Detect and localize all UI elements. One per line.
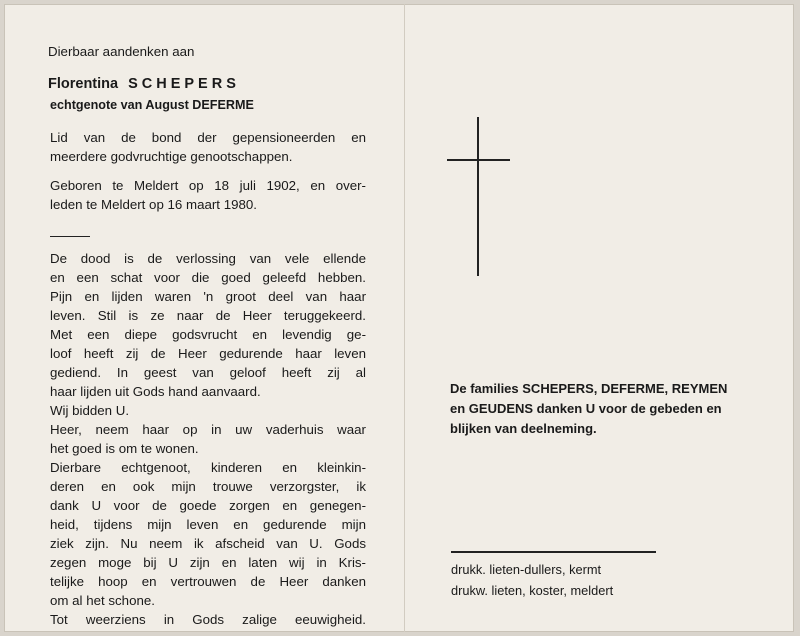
memorial-line: ziek zijn. Nu neem ik afscheid van U. Gods (50, 536, 366, 551)
thanks-text (450, 379, 763, 439)
memorial-line: loof heeft zij de Heer gedurende haar leven (50, 346, 366, 361)
memorial-line: heid, tijdens mijn leven en gedurende mijn (50, 517, 366, 532)
memorial-card (4, 4, 794, 632)
memorial-line: het goed is om te wonen. (50, 441, 199, 456)
memorial-line: zegen moge bij U zijn en laten wij in Kris- (50, 555, 366, 570)
memorial-line: haar lijden uit Gods hand aanvaard. (50, 384, 261, 399)
memorial-text (46, 249, 366, 629)
intro-text: Dierbaar aandenken aan (48, 44, 195, 59)
memorial-line: gediend. In geest van geloof heeft zij al (50, 365, 366, 380)
membership-line: Lid van de bond der gepensioneerden en (50, 130, 366, 145)
cross-icon (477, 117, 479, 276)
thanks-line: De families SCHEPERS, DEFERME, REYMEN (450, 381, 728, 396)
deceased-name (48, 75, 366, 94)
thanks-line: blijken van deelneming. (450, 421, 597, 436)
card-fold-line (404, 4, 405, 632)
divider (50, 236, 90, 237)
memorial-line: Met een diepe godsvrucht en levendig ge- (50, 327, 366, 342)
memorial-line: telijke hoop en vertrouwen de Heer danken (50, 574, 366, 589)
membership-line: meerdere godvruchtige genootschappen. (50, 149, 293, 164)
printer-info (451, 559, 681, 601)
memorial-line: Wij bidden U. (50, 403, 130, 418)
memorial-line: deren en ook mijn trouwe verzorgster, ik (50, 479, 366, 494)
surname: SCHEPERS (128, 76, 240, 92)
first-name: Florentina (48, 76, 119, 92)
membership-text (50, 128, 366, 166)
memorial-line: dank U voor de goede zorgen en genegen- (50, 498, 366, 513)
memorial-line: om al het schone. (50, 593, 155, 608)
memorial-line: en een schat voor die goed geleefd hebben. (50, 270, 366, 285)
memorial-line: Dierbare echtgenoot, kinderen en kleinkin- (50, 460, 366, 475)
dates-line: Geboren te Meldert op 18 juli 1902, en over- (50, 178, 366, 193)
dates-text (50, 176, 366, 214)
printer-divider (451, 551, 656, 553)
memorial-line: Pijn en lijden waren 'n groot deel van haar (50, 289, 366, 304)
thanks-line: en GEUDENS danken U voor de gebeden en (450, 401, 722, 416)
memorial-line: leven. Stil is ze naar de Heer teruggekeerd. (50, 308, 366, 323)
memorial-line: De dood is de verlossing van vele ellende (50, 251, 366, 266)
memorial-line: Heer, neem haar op in uw vaderhuis waar (50, 422, 366, 437)
cross-icon-bar (447, 159, 510, 161)
dates-line: leden te Meldert op 16 maart 1980. (50, 197, 257, 212)
printer-line: drukk. lieten-dullers, kermt (451, 562, 602, 577)
printer-line: drukw. lieten, koster, meldert (451, 583, 614, 598)
left-panel (46, 42, 366, 629)
spouse-line: echtgenote van August DEFERME (50, 98, 254, 112)
memorial-line: Tot weerziens in Gods zalige eeuwigheid. (50, 612, 366, 627)
